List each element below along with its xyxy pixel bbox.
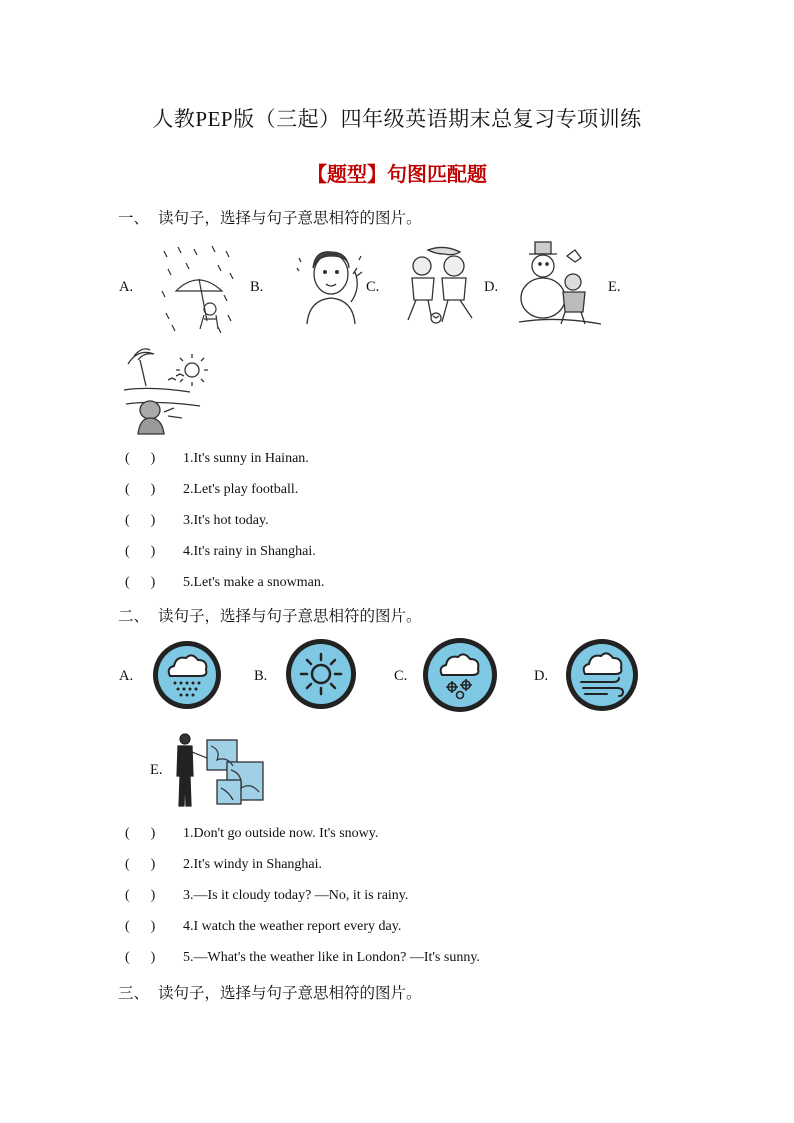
question-text: 2.Let's play football.	[183, 482, 299, 497]
section-2-heading	[118, 604, 422, 626]
s2-option-e-label: E.	[150, 762, 163, 778]
snowman-picture	[517, 240, 603, 330]
s1-option-d-label: D.	[484, 279, 499, 295]
section-2-number: 二、	[118, 608, 150, 625]
section-3-heading	[118, 981, 422, 1003]
answer-blank[interactable]: ( )	[125, 575, 156, 590]
s1-question-3	[125, 513, 269, 529]
sunny-icon	[283, 636, 359, 712]
question-text: 1.It's sunny in Hainan.	[183, 451, 309, 466]
answer-blank[interactable]: ( )	[125, 451, 156, 466]
section-2-instruction: 读句子，选择与句子意思相符的图片。	[158, 608, 422, 625]
weather-report-picture	[171, 732, 267, 808]
s1-question-4	[125, 544, 316, 560]
s2-option-c-label: C.	[394, 668, 408, 684]
s1-option-a-label: A.	[119, 279, 134, 295]
snowy-icon	[420, 635, 500, 715]
section-1-heading	[118, 206, 422, 228]
s1-question-1	[125, 451, 309, 467]
question-text: 3.—Is it cloudy today? —No, it is rainy.	[183, 888, 409, 903]
question-type-subtitle: 【题型】句图匹配题	[307, 162, 487, 186]
question-text: 1.Don't go outside now. It's snowy.	[183, 826, 379, 841]
windy-icon	[563, 636, 641, 714]
s1-question-2	[125, 482, 298, 498]
s1-option-c-label: C.	[366, 279, 380, 295]
s2-question-3	[125, 888, 408, 904]
section-3-instruction: 读句子，选择与句子意思相符的图片。	[158, 985, 422, 1002]
answer-blank[interactable]: ( )	[125, 544, 156, 559]
s2-question-1	[125, 826, 378, 842]
football-boys-picture	[398, 244, 480, 328]
s2-option-a-label: A.	[119, 668, 134, 684]
sunny-beach-picture	[120, 346, 208, 436]
question-text: 4.It's rainy in Shanghai.	[183, 544, 316, 559]
section-3-number: 三、	[118, 985, 150, 1002]
s1-option-e-label: E.	[608, 279, 621, 295]
question-text: 5.Let's make a snowman.	[183, 575, 325, 590]
answer-blank[interactable]: ( )	[125, 826, 156, 841]
answer-blank[interactable]: ( )	[125, 857, 156, 872]
s2-option-b-label: B.	[254, 668, 268, 684]
section-1-instruction: 读句子，选择与句子意思相符的图片。	[158, 210, 422, 227]
answer-blank[interactable]: ( )	[125, 919, 156, 934]
answer-blank[interactable]: ( )	[125, 482, 156, 497]
answer-blank[interactable]: ( )	[125, 950, 156, 965]
s2-question-4	[125, 919, 401, 935]
answer-blank[interactable]: ( )	[125, 513, 156, 528]
rainy-icon	[150, 638, 224, 712]
question-text: 3.It's hot today.	[183, 513, 269, 528]
s1-option-b-label: B.	[250, 279, 264, 295]
s2-option-d-label: D.	[534, 668, 549, 684]
hot-boy-picture	[291, 244, 369, 326]
s1-question-5	[125, 575, 324, 591]
rainy-umbrella-picture	[158, 243, 238, 333]
question-text: 2.It's windy in Shanghai.	[183, 857, 323, 872]
section-1-number: 一、	[118, 210, 150, 227]
s2-question-5	[125, 950, 480, 966]
question-text: 4.I watch the weather report every day.	[183, 919, 402, 934]
question-text: 5.—What's the weather like in London? —It's sunny.	[183, 950, 480, 965]
answer-blank[interactable]: ( )	[125, 888, 156, 903]
s2-question-2	[125, 857, 322, 873]
document-title: 人教PEP版（三起）四年级英语期末总复习专项训练	[152, 107, 642, 131]
